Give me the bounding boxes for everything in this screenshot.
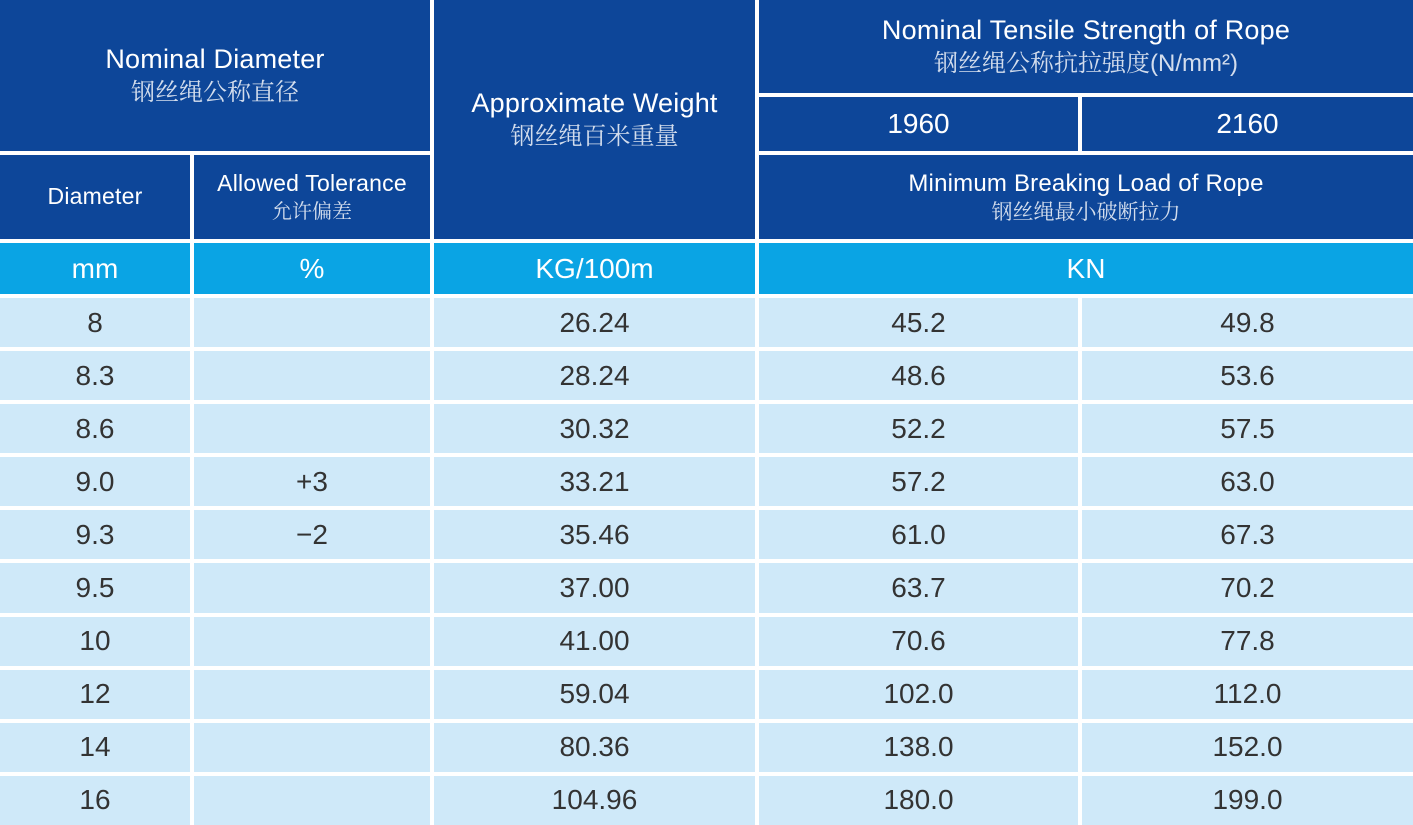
cell-kn-1960: 180.0 (759, 776, 1078, 825)
cell-kn-2160: 63.0 (1082, 457, 1413, 506)
header-tensile-strength-en: Nominal Tensile Strength of Rope (881, 15, 1291, 46)
cell-diameter: 8.3 (0, 351, 190, 400)
cell-tolerance (194, 776, 430, 825)
cell-weight: 26.24 (434, 298, 755, 347)
header-tensile-strength (759, 0, 1413, 93)
cell-tolerance (194, 670, 430, 719)
unit-percent: % (194, 243, 430, 294)
cell-kn-2160: 77.8 (1082, 617, 1413, 666)
header-grade-1960-label: 1960 (887, 107, 950, 139)
header-diameter-label: Diameter (47, 183, 143, 210)
cell-weight: 35.46 (434, 510, 755, 559)
cell-kn-1960: 52.2 (759, 404, 1078, 453)
header-approximate-weight-en: Approximate Weight (471, 88, 718, 119)
cell-kn-2160: 49.8 (1082, 298, 1413, 347)
cell-tolerance (194, 351, 430, 400)
cell-kn-1960: 138.0 (759, 723, 1078, 772)
unit-kg100m: KG/100m (434, 243, 755, 294)
header-nominal-diameter-en: Nominal Diameter (105, 44, 325, 75)
cell-diameter: 8.6 (0, 404, 190, 453)
unit-kn: KN (759, 243, 1413, 294)
cell-diameter: 9.0 (0, 457, 190, 506)
header-approximate-weight-zh: 钢丝绳百米重量 (510, 123, 679, 151)
cell-diameter: 14 (0, 723, 190, 772)
cell-diameter: 12 (0, 670, 190, 719)
header-tensile-strength-zh: 钢丝绳公称抗拉强度(N/mm²) (934, 50, 1238, 78)
cell-weight: 59.04 (434, 670, 755, 719)
cell-tolerance (194, 404, 430, 453)
header-diameter (0, 155, 190, 239)
cell-kn-1960: 57.2 (759, 457, 1078, 506)
cell-diameter: 10 (0, 617, 190, 666)
cell-weight: 37.00 (434, 563, 755, 612)
cell-kn-2160: 70.2 (1082, 563, 1413, 612)
cell-kn-2160: 53.6 (1082, 351, 1413, 400)
header-grade-2160 (1082, 97, 1413, 151)
cell-kn-1960: 61.0 (759, 510, 1078, 559)
cell-tolerance: +3 (194, 457, 430, 506)
cell-tolerance (194, 563, 430, 612)
cell-weight: 80.36 (434, 723, 755, 772)
header-grade-2160-label: 2160 (1216, 107, 1279, 139)
cell-kn-1960: 102.0 (759, 670, 1078, 719)
cell-weight: 41.00 (434, 617, 755, 666)
unit-mm: mm (0, 243, 190, 294)
cell-weight: 33.21 (434, 457, 755, 506)
cell-kn-1960: 48.6 (759, 351, 1078, 400)
cell-tolerance (194, 617, 430, 666)
cell-weight: 28.24 (434, 351, 755, 400)
cell-diameter: 9.5 (0, 563, 190, 612)
header-allowed-tolerance (194, 155, 430, 239)
cell-weight: 104.96 (434, 776, 755, 825)
header-nominal-diameter (0, 0, 430, 151)
cell-kn-2160: 152.0 (1082, 723, 1413, 772)
header-allowed-tolerance-zh: 允许偏差 (272, 200, 352, 223)
cell-kn-1960: 63.7 (759, 563, 1078, 612)
cell-kn-2160: 112.0 (1082, 670, 1413, 719)
cell-tolerance (194, 723, 430, 772)
cell-diameter: 16 (0, 776, 190, 825)
cell-kn-1960: 45.2 (759, 298, 1078, 347)
header-nominal-diameter-zh: 钢丝绳公称直径 (131, 79, 299, 107)
cell-diameter: 8 (0, 298, 190, 347)
cell-kn-2160: 57.5 (1082, 404, 1413, 453)
cell-tolerance (194, 298, 430, 347)
header-breaking-load-zh: 钢丝绳最小破断拉力 (991, 200, 1181, 224)
cell-kn-1960: 70.6 (759, 617, 1078, 666)
cell-tolerance: −2 (194, 510, 430, 559)
cell-weight: 30.32 (434, 404, 755, 453)
header-allowed-tolerance-en: Allowed Tolerance (217, 170, 407, 197)
header-breaking-load-en: Minimum Breaking Load of Rope (908, 169, 1264, 197)
cell-kn-2160: 67.3 (1082, 510, 1413, 559)
cell-kn-2160: 199.0 (1082, 776, 1413, 825)
header-approximate-weight (434, 0, 755, 239)
header-grade-1960 (759, 97, 1078, 151)
cell-diameter: 9.3 (0, 510, 190, 559)
header-breaking-load (759, 155, 1413, 239)
